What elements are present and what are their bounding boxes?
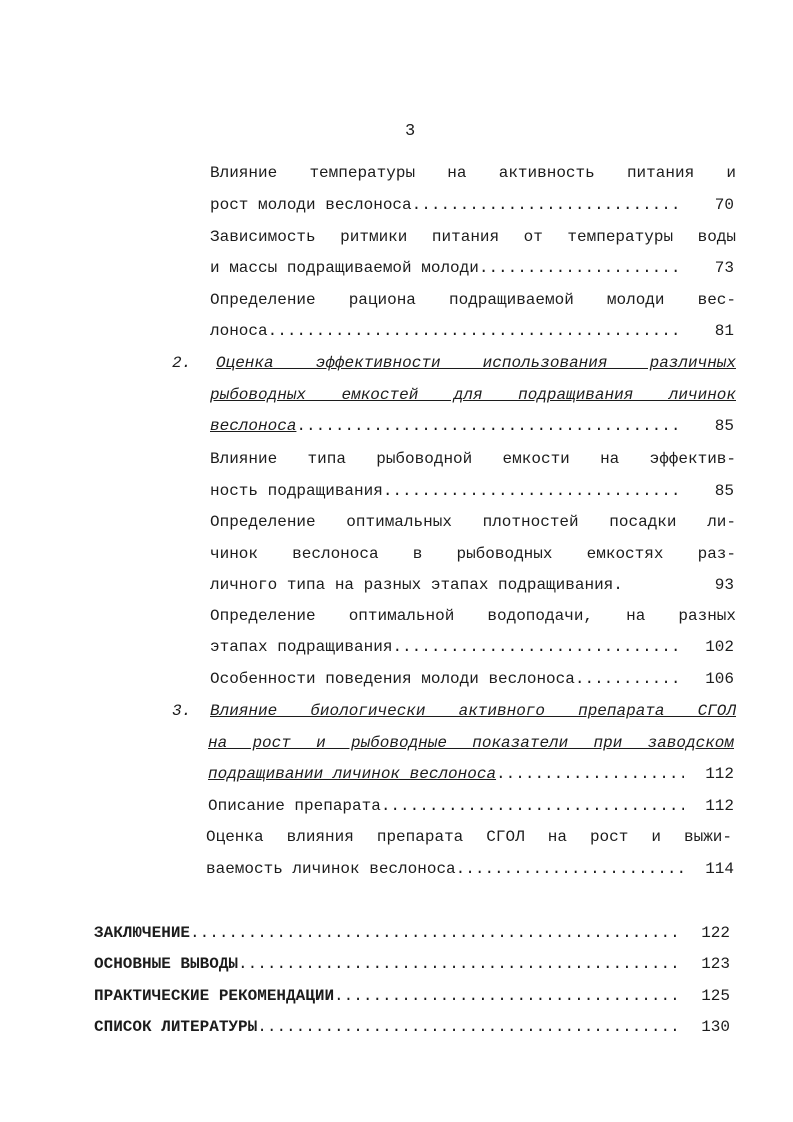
toc-entry-3-line2 <box>210 382 736 408</box>
chapter-number: 2. <box>172 354 192 372</box>
dot-leader <box>190 920 680 946</box>
dot-leader <box>296 413 684 439</box>
toc-page: 70 <box>714 196 734 214</box>
section-title: ЗАКЛЮЧЕНИЕ <box>94 924 191 942</box>
dot-leader <box>479 255 684 281</box>
toc-page: 122 <box>701 924 730 942</box>
toc-page: 102 <box>705 638 734 656</box>
toc-entry-6-line2 <box>210 634 734 660</box>
toc-page: 73 <box>714 259 734 277</box>
dot-leader <box>383 478 684 504</box>
page-number: 3 <box>405 122 416 141</box>
dot-leader <box>412 192 684 218</box>
toc-entry-5-line1 <box>210 509 736 535</box>
toc-text: лоноса <box>210 322 268 340</box>
toc-entry-2-line1 <box>210 287 736 313</box>
toc-page: 81 <box>714 322 734 340</box>
toc-entry-8-line3 <box>208 761 734 787</box>
toc-text: Определение оптимальной водоподачи, на разных <box>210 607 736 625</box>
toc-entry-8-line2 <box>208 730 734 756</box>
toc-text: подращивании личинок веслоноса <box>208 765 497 783</box>
dot-leader <box>334 983 680 1009</box>
toc-text: рост молоди веслоноса <box>210 196 412 214</box>
toc-page: 85 <box>714 482 734 500</box>
toc-entry-0-line1 <box>210 160 736 186</box>
toc-page: 114 <box>705 860 734 878</box>
toc-entry-3-line3 <box>210 413 734 439</box>
section-title: ОСНОВНЫЕ ВЫВОДЫ <box>94 955 239 973</box>
toc-text: Определение рациона подращиваемой молоди вес- <box>210 291 736 309</box>
toc-text: Особенности поведения молоди веслоноса <box>210 670 575 688</box>
toc-entry-10-line1 <box>206 824 732 850</box>
toc-page: 106 <box>705 670 734 688</box>
toc-entry-0-line2 <box>210 192 734 218</box>
toc-page: 130 <box>701 1018 730 1036</box>
toc-entry-3-line1 <box>216 350 736 376</box>
toc-text: Влияние температуры на активность питания и <box>210 164 736 182</box>
dot-leader <box>268 318 684 344</box>
toc-text: Зависимость ритмики питания от температуры воды <box>210 228 736 246</box>
toc-entry-5-line2 <box>210 541 736 567</box>
toc-entry-5-line3 <box>210 572 734 598</box>
toc-entry-1-line1 <box>210 224 736 250</box>
toc-entry-2-line2 <box>210 318 734 344</box>
toc-final-3 <box>94 1014 730 1040</box>
dot-leader <box>496 761 684 787</box>
toc-page: 125 <box>701 987 730 1005</box>
toc-text: Определение оптимальных плотностей посадки ли- <box>210 513 736 531</box>
toc-page: 112 <box>705 797 734 815</box>
dot-leader <box>381 793 684 819</box>
dot-leader <box>257 1014 680 1040</box>
toc-text: Влияние биологически активного препарата СГОЛ <box>210 702 736 720</box>
toc-text: ность подращивания <box>210 482 383 500</box>
toc-text: на рост и рыбоводные показатели при заводском <box>208 734 734 752</box>
toc-entry-4-line2 <box>210 478 734 504</box>
dot-leader <box>575 666 684 692</box>
dot-leader <box>456 856 684 882</box>
section-title: ПРАКТИЧЕСКИЕ РЕКОМЕНДАЦИИ <box>94 987 335 1005</box>
toc-text: Влияние типа рыбоводной емкости на эффектив- <box>210 450 736 468</box>
toc-page: 85 <box>714 417 734 435</box>
toc-text: чинок веслоноса в рыбоводных емкостях раз- <box>210 545 736 563</box>
toc-entry-1-line2 <box>210 255 734 281</box>
toc-final-1 <box>94 951 730 977</box>
toc-entry-8-line1 <box>210 698 736 724</box>
toc-page: 123 <box>701 955 730 973</box>
dot-leader <box>238 951 680 977</box>
toc-text: Описание препарата <box>208 797 381 815</box>
toc-text: этапах подращивания <box>210 638 393 656</box>
toc-entry-7-line1 <box>210 666 734 692</box>
toc-text: ваемость личинок веслоноса <box>206 860 456 878</box>
section-title: СПИСОК ЛИТЕРАТУРЫ <box>94 1018 258 1036</box>
toc-entry-4-line1 <box>210 446 736 472</box>
toc-page: 93 <box>714 576 734 594</box>
toc-text: и массы подращиваемой молоди <box>210 259 479 277</box>
toc-final-0 <box>94 920 730 946</box>
toc-text: личного типа на разных этапах подращивания. <box>210 576 623 594</box>
toc-entry-9-line1 <box>208 793 734 819</box>
toc-text: рыбоводных емкостей для подращивания личинок <box>210 386 736 404</box>
toc-text: веслоноса <box>210 417 297 435</box>
toc-entry-10-line2 <box>206 856 734 882</box>
dot-leader <box>392 634 684 660</box>
toc-text: Оценка влияния препарата СГОЛ на рост и выжи- <box>206 828 732 846</box>
toc-entry-6-line1 <box>210 603 736 629</box>
toc-text: Оценка эффективности использования различных <box>216 354 736 372</box>
toc-page: 112 <box>705 765 734 783</box>
toc-final-2 <box>94 983 730 1009</box>
chapter-number: 3. <box>172 702 192 720</box>
